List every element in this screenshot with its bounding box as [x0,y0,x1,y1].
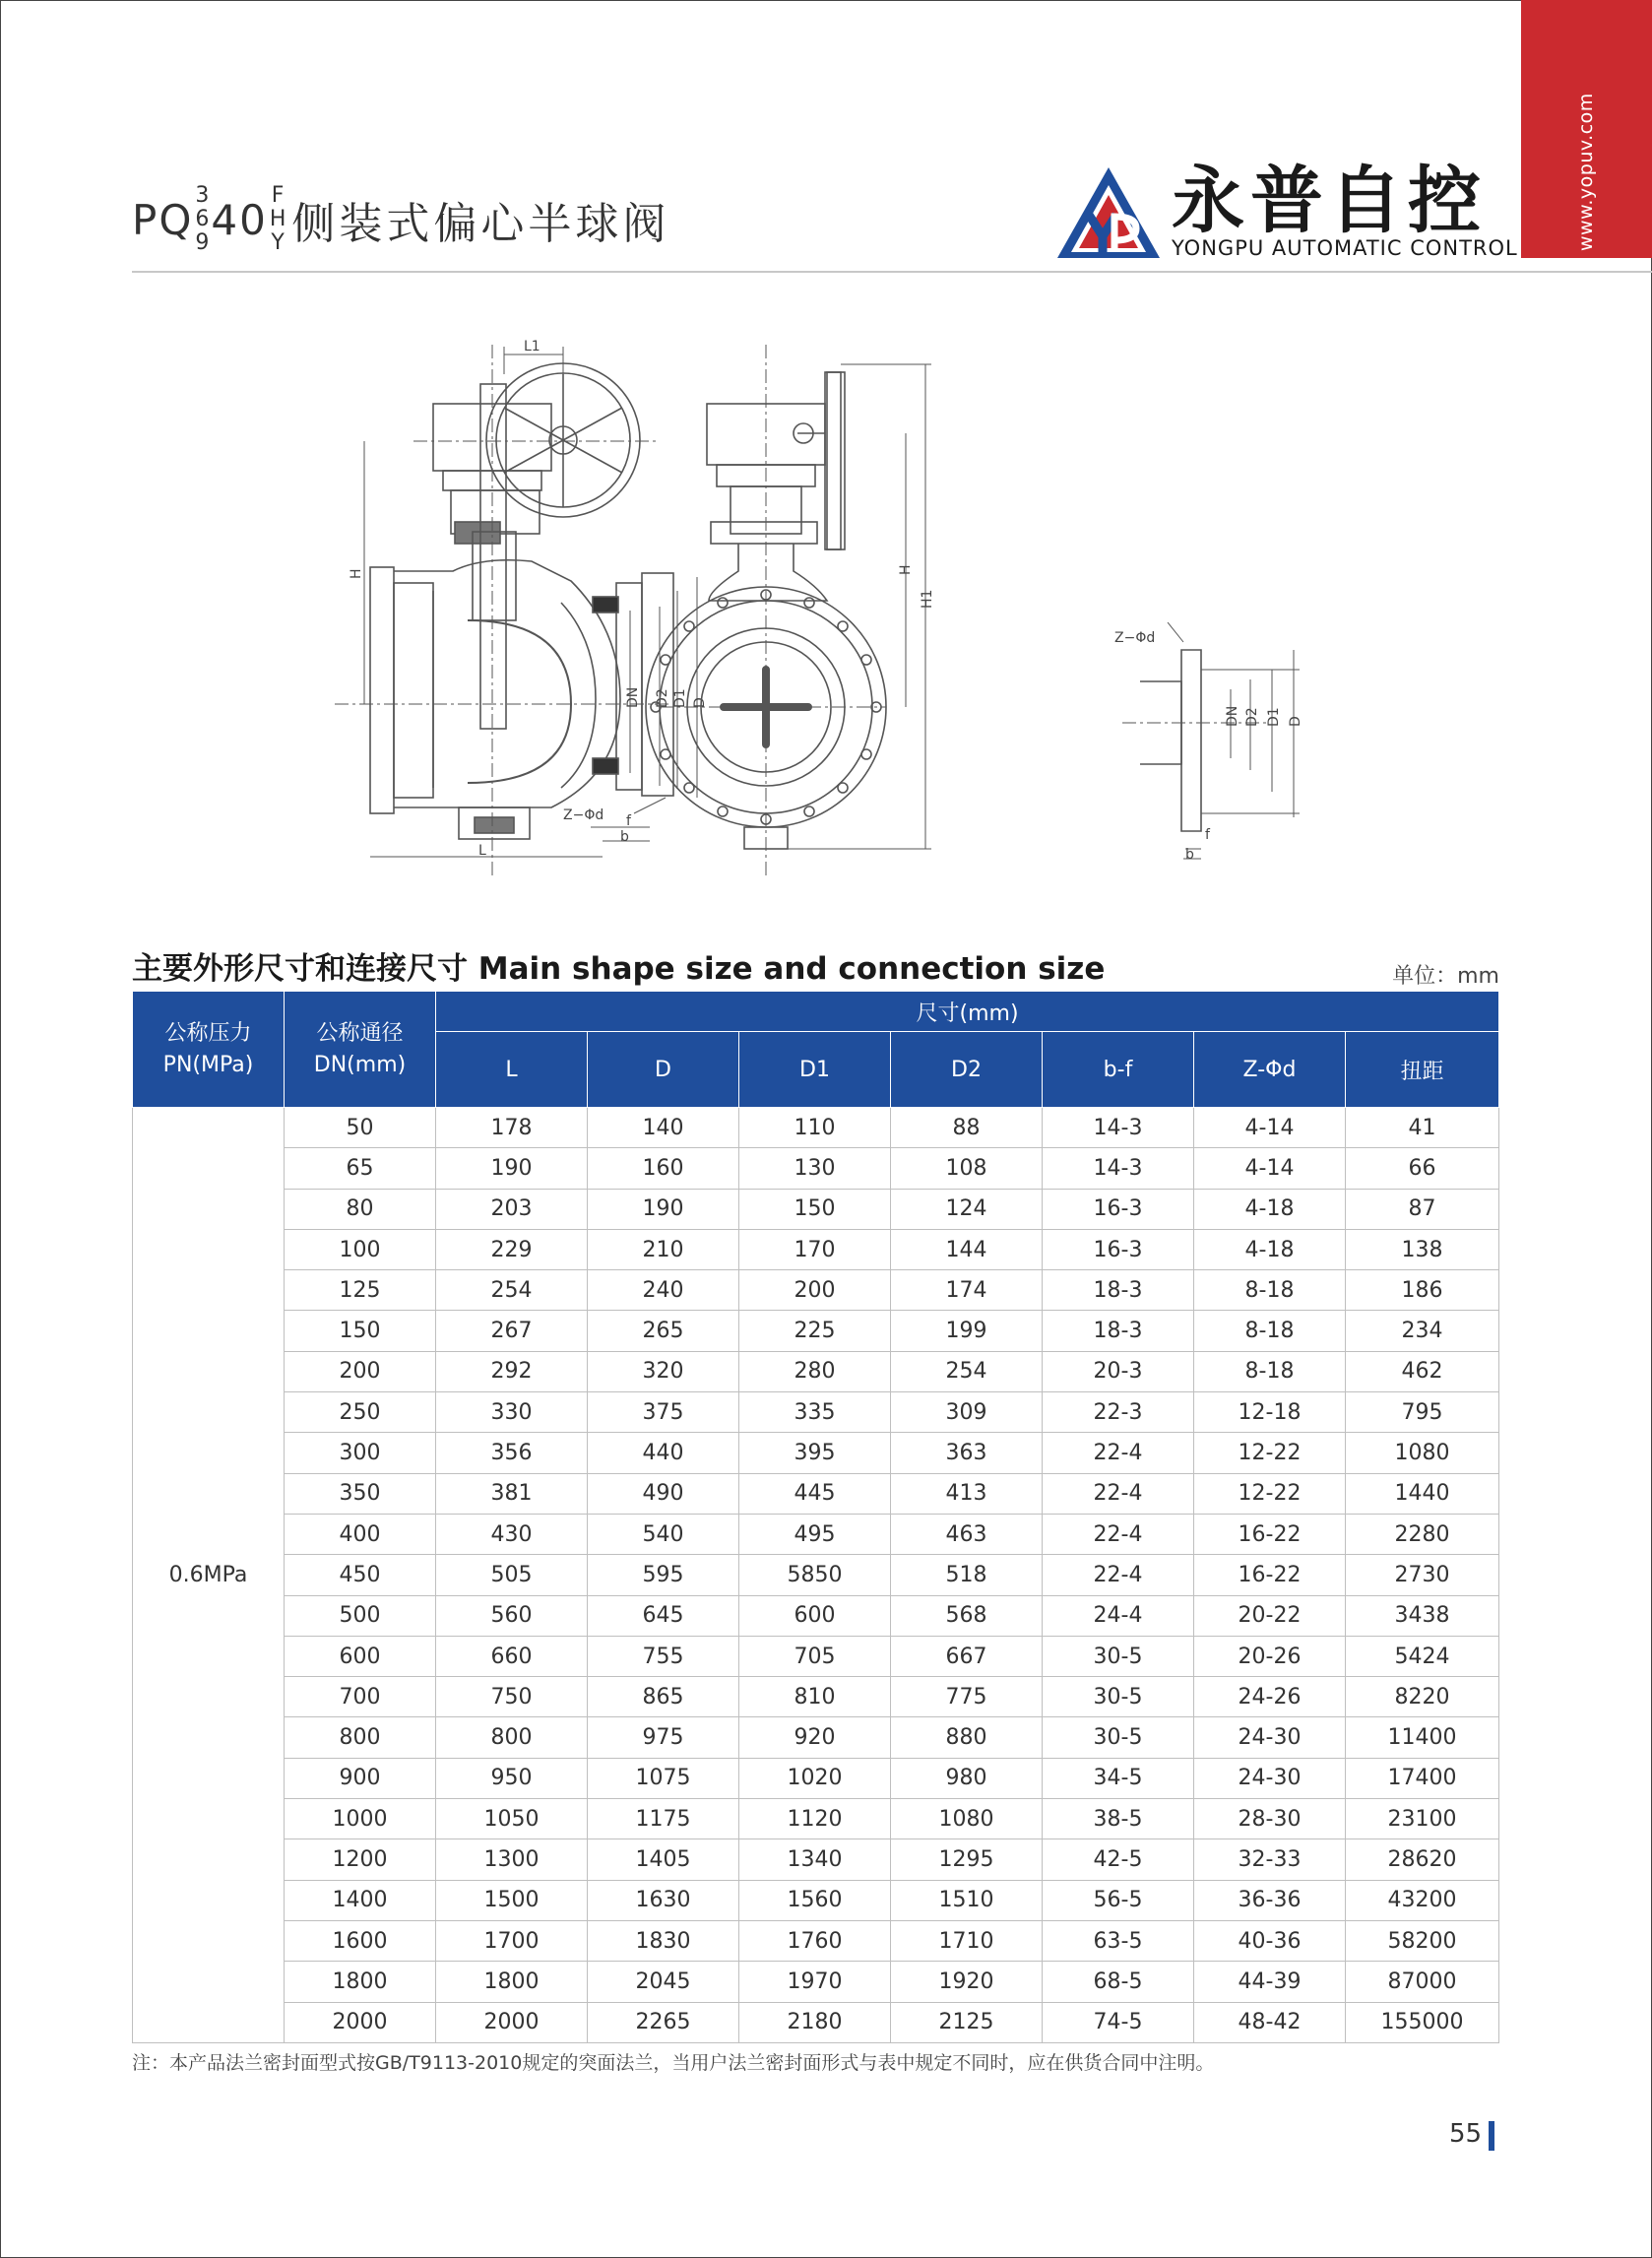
table-cell: 12-22 [1194,1473,1346,1514]
table-row [133,1189,1499,1229]
table-row [133,1880,1499,1920]
table-cell: 140 [588,1108,739,1148]
label-H-front: H [898,564,914,575]
table-cell: 199 [891,1311,1043,1351]
table-cell: 190 [436,1148,588,1189]
table-cell: 36-36 [1194,1880,1346,1920]
table-row [133,1473,1499,1514]
table-cell: 865 [588,1677,739,1717]
table-cell: 1300 [436,1839,588,1880]
valve-drawing [335,325,1329,876]
table-cell: 8-18 [1194,1351,1346,1391]
table-cell: 1175 [588,1799,739,1839]
table-cell: 1405 [588,1839,739,1880]
table-cell: 1200 [285,1839,436,1880]
table-cell: 24-4 [1043,1595,1194,1636]
table-cell: 1800 [436,1962,588,2002]
table-cell: 1920 [891,1962,1043,2002]
table-cell: 30-5 [1043,1677,1194,1717]
table-cell: 1560 [739,1880,891,1920]
table-cell: 16-3 [1043,1229,1194,1269]
label-L1: L1 [524,339,540,355]
table-cell: 22-4 [1043,1555,1194,1595]
table-row [133,1270,1499,1311]
brand-name-cn: 永普自控 [1172,159,1487,243]
table-row [133,1148,1499,1189]
table-cell: 4-14 [1194,1108,1346,1148]
label-ZPhid-flange: Z−Φd [1114,630,1156,646]
table-cell: 58200 [1346,1920,1499,1961]
table-cell: 1000 [285,1799,436,1839]
table-cell: 130 [739,1148,891,1189]
column-header: D1 [739,1032,891,1108]
table-cell: 1510 [891,1880,1043,1920]
table-cell: 645 [588,1595,739,1636]
table-cell: 100 [285,1229,436,1269]
table-cell: 66 [1346,1148,1499,1189]
table-cell: 1970 [739,1962,891,2002]
table-cell: 8-18 [1194,1270,1346,1311]
table-cell: 200 [285,1351,436,1391]
table-cell: 22-3 [1043,1392,1194,1433]
table-cell: 267 [436,1311,588,1351]
table-cell: 250 [285,1392,436,1433]
table-cell: 22-4 [1043,1433,1194,1473]
title-stack-letters [270,184,286,255]
table-cell: 800 [285,1717,436,1758]
table-cell: 700 [285,1677,436,1717]
table-cell: 900 [285,1758,436,1798]
table-cell: 568 [891,1595,1043,1636]
table-cell: 30-5 [1043,1636,1194,1676]
side-section-view [335,345,697,876]
table-cell: 22-4 [1043,1514,1194,1554]
table-cell: 229 [436,1229,588,1269]
table-cell: 1600 [285,1920,436,1961]
table-cell: 38-5 [1043,1799,1194,1839]
table-cell: 48-42 [1194,2002,1346,2042]
table-cell: 2000 [436,2002,588,2042]
table-cell: 3438 [1346,1595,1499,1636]
unit-label: 单位：mm [1392,964,1499,989]
table-cell: 17400 [1346,1758,1499,1798]
table-row [133,1717,1499,1758]
yongpu-logo-icon [1055,165,1162,260]
header-dn [285,992,436,1108]
front-view [634,345,931,876]
table-cell: 20-22 [1194,1595,1346,1636]
table-cell: 16-22 [1194,1555,1346,1595]
brand-name-en: YONGPU AUTOMATIC CONTROL [1172,236,1518,260]
table-cell: 68-5 [1043,1962,1194,2002]
table-cell: 44-39 [1194,1962,1346,2002]
table-cell: 660 [436,1636,588,1676]
table-cell: 160 [588,1148,739,1189]
label-f-left: f [626,813,631,829]
table-cell: 1080 [891,1799,1043,1839]
table-cell: 880 [891,1717,1043,1758]
table-row [133,1351,1499,1391]
table-cell: 24-30 [1194,1717,1346,1758]
table-cell: 155000 [1346,2002,1499,2042]
table-cell: 440 [588,1433,739,1473]
table-cell: 445 [739,1473,891,1514]
table-cell: 505 [436,1555,588,1595]
header-dn-en: DN(mm) [313,1052,407,1077]
table-cell: 16-3 [1043,1189,1194,1229]
table-cell: 1700 [436,1920,588,1961]
table-cell: 495 [739,1514,891,1554]
table-cell: 30-5 [1043,1717,1194,1758]
table-cell: 381 [436,1473,588,1514]
table-cell: 2125 [891,2002,1043,2042]
table-cell: 490 [588,1473,739,1514]
table-cell: 65 [285,1148,436,1189]
table-cell: 178 [436,1108,588,1148]
table-cell: 595 [588,1555,739,1595]
table-cell: 28620 [1346,1839,1499,1880]
table-cell: 920 [739,1717,891,1758]
table-cell: 413 [891,1473,1043,1514]
table-cell: 800 [436,1717,588,1758]
header-divider [132,271,1652,273]
table-cell: 1340 [739,1839,891,1880]
label-L: L [478,843,486,859]
table-cell: 755 [588,1636,739,1676]
table-cell: 518 [891,1555,1043,1595]
table-cell: 88 [891,1108,1043,1148]
header-pn-cn: 公称压力 [164,1020,252,1046]
table-cell: 240 [588,1270,739,1311]
table-cell: 1400 [285,1880,436,1920]
title-mid: 40 [211,195,268,244]
table-cell: 11400 [1346,1717,1499,1758]
table-cell: 5424 [1346,1636,1499,1676]
table-row [133,1839,1499,1880]
table-cell: 150 [285,1311,436,1351]
table-cell: 1075 [588,1758,739,1798]
table-cell: 363 [891,1433,1043,1473]
table-cell: 2045 [588,1962,739,2002]
table-cell: 2265 [588,2002,739,2042]
label-DN-flange: DN [1225,705,1240,727]
table-cell: 335 [739,1392,891,1433]
table-row [133,1636,1499,1676]
table-cell: 750 [436,1677,588,1717]
table-cell: 22-4 [1043,1473,1194,1514]
label-D2-flange: D2 [1244,707,1260,727]
table-cell: 150 [739,1189,891,1229]
table-cell: 1440 [1346,1473,1499,1514]
section-title: 主要外形尺寸和连接尺寸 Main shape size and connection size [132,951,1106,987]
table-cell: 24-30 [1194,1758,1346,1798]
table-row [133,1229,1499,1269]
table-cell: 292 [436,1351,588,1391]
table-row [133,1799,1499,1839]
table-cell: 2280 [1346,1514,1499,1554]
column-header: L [436,1032,588,1108]
label-b-left: b [620,829,629,845]
pn-cell: 0.6MPa [133,1108,285,2043]
table-cell: 395 [739,1433,891,1473]
table-cell: 462 [1346,1351,1499,1391]
table-cell: 87 [1346,1189,1499,1229]
table-cell: 2180 [739,2002,891,2042]
table-row [133,1555,1499,1595]
table-cell: 50 [285,1108,436,1148]
title-stack-numbers [195,184,209,255]
label-D1-left: D1 [672,688,688,708]
table-row [133,1595,1499,1636]
table-cell: 23100 [1346,1799,1499,1839]
label-b-flange: b [1185,847,1194,863]
table-cell: 775 [891,1677,1043,1717]
table-row [133,1433,1499,1473]
page-title [132,175,669,264]
footnote: 注：本产品法兰密封面型式按GB/T9113-2010规定的突面法兰，当用户法兰密封面形式与表中规定不同时，应在供货合同中注明。 [132,2052,1215,2074]
table-cell: 32-33 [1194,1839,1346,1880]
title-stack-item: 6 [195,207,210,231]
table-row [133,1392,1499,1433]
table-cell: 110 [739,1108,891,1148]
label-D-flange: D [1288,716,1303,727]
table-cell: 80 [285,1189,436,1229]
title-stack-item: 3 [195,183,210,208]
table-cell: 300 [285,1433,436,1473]
table-cell: 1800 [285,1962,436,2002]
table-cell: 210 [588,1229,739,1269]
table-cell: 1630 [588,1880,739,1920]
table-cell: 600 [285,1636,436,1676]
title-stack-item: Y [271,230,285,255]
table-row [133,1311,1499,1351]
table-cell: 500 [285,1595,436,1636]
table-cell: 225 [739,1311,891,1351]
table-cell: 20-26 [1194,1636,1346,1676]
table-cell: 203 [436,1189,588,1229]
table-cell: 309 [891,1392,1043,1433]
table-cell: 265 [588,1311,739,1351]
table-cell: 1120 [739,1799,891,1839]
table-cell: 43200 [1346,1880,1499,1920]
table-cell: 430 [436,1514,588,1554]
flange-detail [1122,622,1300,859]
label-D1-flange: D1 [1266,707,1282,727]
table-cell: 4-18 [1194,1189,1346,1229]
table-cell: 667 [891,1636,1043,1676]
column-header: Z-Φd [1194,1032,1346,1108]
table-cell: 42-5 [1043,1839,1194,1880]
title-stack-item: H [269,207,286,231]
table-row [133,1677,1499,1717]
label-H1: H1 [920,589,935,609]
table-cell: 330 [436,1392,588,1433]
table-cell: 980 [891,1758,1043,1798]
title-stack-item: 9 [195,230,210,255]
label-DN-left: DN [625,686,641,708]
table-cell: 74-5 [1043,2002,1194,2042]
label-D2-left: D2 [655,688,670,708]
table-cell: 600 [739,1595,891,1636]
table-cell: 28-30 [1194,1799,1346,1839]
table-cell: 5850 [739,1555,891,1595]
label-ZPhid-front: Z−Φd [563,807,604,823]
table-cell: 795 [1346,1392,1499,1433]
table-cell: 705 [739,1636,891,1676]
table-cell: 56-5 [1043,1880,1194,1920]
table-cell: 1500 [436,1880,588,1920]
spec-table [132,991,1499,2043]
column-header: b-f [1043,1032,1194,1108]
table-cell: 12-22 [1194,1433,1346,1473]
table-cell: 463 [891,1514,1043,1554]
table-cell: 138 [1346,1229,1499,1269]
table-cell: 540 [588,1514,739,1554]
table-cell: 560 [436,1595,588,1636]
table-row [133,1758,1499,1798]
column-header: 扭距 [1346,1032,1499,1108]
site-url: www.yopuv.com [1575,93,1597,252]
table-cell: 1830 [588,1920,739,1961]
table-cell: 200 [739,1270,891,1311]
table-cell: 170 [739,1229,891,1269]
header-dn-cn: 公称通径 [316,1020,404,1046]
table-cell: 450 [285,1555,436,1595]
column-header: D [588,1032,739,1108]
table-cell: 144 [891,1229,1043,1269]
table-cell: 40-36 [1194,1920,1346,1961]
table-cell: 8-18 [1194,1311,1346,1351]
table-cell: 20-3 [1043,1351,1194,1391]
table-cell: 1760 [739,1920,891,1961]
title-name: 侧装式偏心半球阀 [291,199,670,249]
table-cell: 18-3 [1043,1311,1194,1351]
table-cell: 350 [285,1473,436,1514]
table-cell: 16-22 [1194,1514,1346,1554]
table-cell: 14-3 [1043,1148,1194,1189]
table-cell: 1020 [739,1758,891,1798]
header-size-group: 尺寸(mm) [436,992,1499,1032]
table-cell: 254 [436,1270,588,1311]
table-cell: 254 [891,1351,1043,1391]
table-cell: 24-26 [1194,1677,1346,1717]
table-cell: 12-18 [1194,1392,1346,1433]
table-cell: 87000 [1346,1962,1499,2002]
title-stack-item: F [271,183,285,208]
table-cell: 810 [739,1677,891,1717]
label-H-left: H [349,568,364,579]
table-cell: 1080 [1346,1433,1499,1473]
table-cell: 1295 [891,1839,1043,1880]
title-prefix: PQ [132,195,194,244]
table-cell: 124 [891,1189,1043,1229]
table-cell: 63-5 [1043,1920,1194,1961]
table-cell: 2000 [285,2002,436,2042]
table-cell: 356 [436,1433,588,1473]
table-row [133,1962,1499,2002]
table-row [133,1514,1499,1554]
table-cell: 4-14 [1194,1148,1346,1189]
table-cell: 280 [739,1351,891,1391]
table-cell: 14-3 [1043,1108,1194,1148]
table-cell: 950 [436,1758,588,1798]
page-number-bar [1489,2121,1494,2151]
table-row [133,1108,1499,1148]
table-row [133,1920,1499,1961]
table-cell: 4-18 [1194,1229,1346,1269]
table-cell: 375 [588,1392,739,1433]
table-cell: 174 [891,1270,1043,1311]
table-cell: 1050 [436,1799,588,1839]
table-cell: 34-5 [1043,1758,1194,1798]
table-cell: 18-3 [1043,1270,1194,1311]
table-cell: 2730 [1346,1555,1499,1595]
page-number: 55 [1449,2119,1483,2149]
header-pn-en: PN(MPa) [162,1052,254,1077]
table-cell: 400 [285,1514,436,1554]
table-cell: 125 [285,1270,436,1311]
table-cell: 234 [1346,1311,1499,1351]
table-cell: 108 [891,1148,1043,1189]
label-f-flange: f [1205,827,1210,843]
table-cell: 41 [1346,1108,1499,1148]
label-D-left: D [692,697,708,708]
table-row [133,2002,1499,2042]
column-header: D2 [891,1032,1043,1108]
table-cell: 975 [588,1717,739,1758]
table-cell: 1710 [891,1920,1043,1961]
table-cell: 186 [1346,1270,1499,1311]
header-pn [133,992,285,1108]
table-cell: 320 [588,1351,739,1391]
table-cell: 8220 [1346,1677,1499,1717]
table-cell: 190 [588,1189,739,1229]
